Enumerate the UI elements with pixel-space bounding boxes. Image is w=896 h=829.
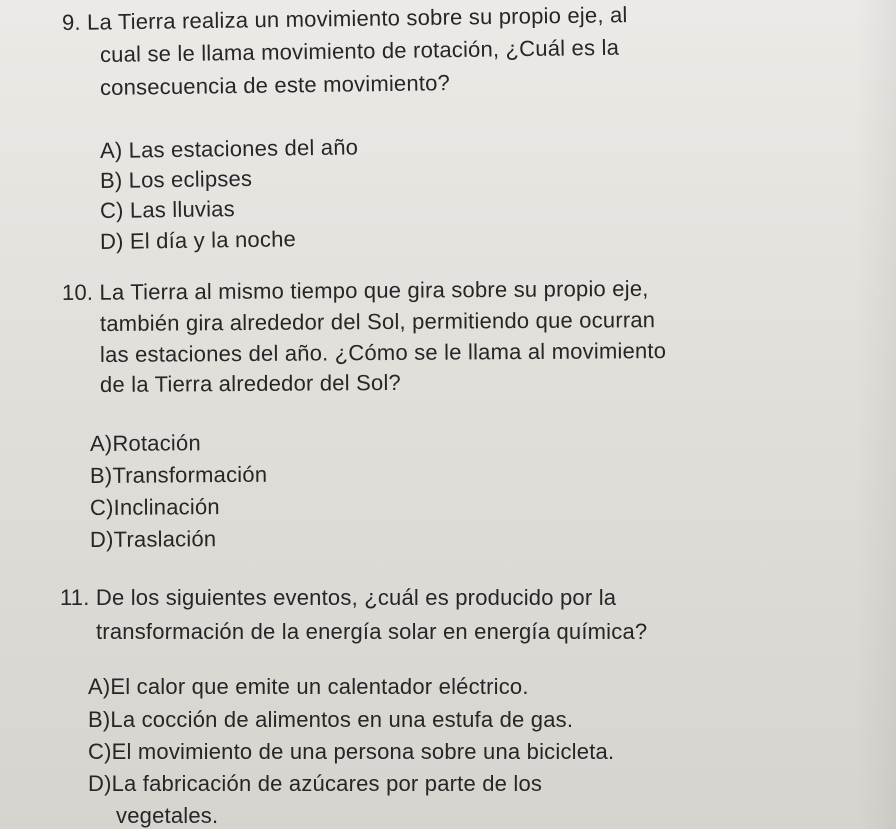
question-10-line-4: de la Tierra alrededor del Sol? — [99, 369, 402, 397]
question-10-option-c: C)Inclinación — [89, 494, 220, 520]
question-11-option-d-continued: vegetales. — [116, 803, 219, 828]
question-9-option-d: D) El día y la noche — [99, 226, 297, 254]
page-edge-shadow — [856, 0, 896, 829]
question-11-option-b: B)La cocción de alimentos en una estufa de gas. — [88, 707, 574, 732]
question-9-option-b: B) Los eclipses — [99, 165, 253, 193]
question-9-option-c: C) Las lluvias — [99, 196, 235, 223]
question-9-line-2: cual se le llama movimiento de rotación, ¿Cuál es la — [99, 34, 620, 67]
question-10-line-3: las estaciones del año. ¿Cómo se le llama al movimiento — [99, 338, 667, 367]
question-10-option-b: B)Transformación — [89, 461, 268, 488]
question-10-line-2: también gira alrededor del Sol, permitiendo que ocurran — [99, 307, 656, 336]
question-9-option-a: A) Las estaciones del año — [99, 134, 359, 163]
question-9-line-3: consecuencia de este movimiento? — [99, 70, 451, 100]
question-10-option-d: D)Traslación — [89, 526, 217, 552]
question-11-option-c: C)El movimiento de una persona sobre una bicicleta. — [88, 739, 615, 764]
question-11-option-d: D)La fabricación de azúcares por parte de los — [88, 771, 543, 796]
question-11-line-1: 11. De los siguientes eventos, ¿cuál es producido por la — [60, 585, 617, 610]
question-11-line-2: transformación de la energía solar en energía química? — [96, 619, 648, 644]
question-10-option-a: A)Rotación — [89, 430, 201, 456]
question-11-option-a: A)El calor que emite un calentador eléctrico. — [88, 674, 529, 699]
question-9-line-1: 9. La Tierra realiza un movimiento sobre su propio eje, al — [61, 2, 628, 35]
question-10-line-1: 10. La Tierra al mismo tiempo que gira sobre su propio eje, — [61, 275, 649, 305]
